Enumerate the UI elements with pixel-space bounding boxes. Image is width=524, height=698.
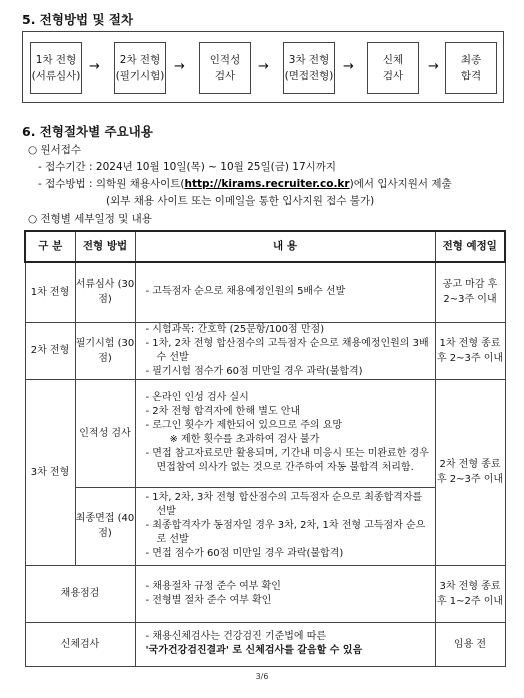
- schedule-table: [24, 230, 506, 667]
- application-period: - 접수기간 : 2024년 10월 10일(목) ~ 10월 25일(금) 17시까지: [38, 161, 337, 173]
- flow-arrow-4: →: [343, 59, 354, 74]
- table-row: [25, 565, 505, 622]
- content-note: ※ 제한 횟수를 초과하여 검사 불가: [169, 434, 320, 445]
- table-header-row: [25, 231, 505, 262]
- flow-step-2-line2: (필기시험): [115, 70, 165, 82]
- flow-step-1-line1: 1차 전형: [35, 54, 77, 66]
- flow-step-2: [114, 42, 166, 94]
- flow-step-2-line1: 2차 전형: [119, 54, 161, 66]
- schedule-heading: ○ 전형별 세부일정 및 내용: [28, 213, 152, 225]
- flow-arrow-1: →: [89, 59, 100, 74]
- content-item: - 전형별 절차 준수 여부 확인: [145, 594, 272, 606]
- flow-step-1-line2: (서류심사): [31, 70, 81, 82]
- flow-step-6: [445, 42, 497, 94]
- schedule-cell: 1차 전형 종료 후 2~3주 이내: [435, 322, 505, 379]
- table-row: [25, 379, 505, 487]
- flow-step-3: [199, 42, 251, 94]
- emphasis-text: '국가건강검진결과' 로 신체검사를 갈음할 수 있음: [145, 645, 363, 656]
- page-number: 3/6: [255, 672, 269, 681]
- content-item: - 면접 참고자료로만 활용되며, 기간내 미응시 또는 미완료한 경우 면접참여 의사가 없는 것으로 간주하여 자동 불합격 처리함.: [145, 448, 429, 473]
- table-row: [25, 622, 505, 666]
- flow-step-4-line2: (면접전형): [284, 70, 334, 82]
- stage-cell: 2차 전형: [25, 322, 75, 379]
- content-cell: [135, 379, 435, 487]
- application-method-prefix: - 접수방법 : 의학원 채용사이트(: [38, 178, 185, 190]
- content-cell: [135, 487, 435, 565]
- flow-step-4: [283, 42, 335, 94]
- flow-step-4-line1: 3차 전형: [288, 54, 330, 66]
- application-method: [38, 176, 452, 191]
- flow-step-3-line1: 인적성: [209, 54, 241, 66]
- content-item: - 채용절차 규정 준수 여부 확인: [145, 580, 281, 592]
- stage-cell: 신체검사: [25, 622, 135, 666]
- flow-step-6-line1: 최종: [460, 54, 482, 66]
- table-row: [25, 322, 505, 379]
- stage-cell: 3차 전형: [25, 379, 75, 565]
- content-item: - 면접 점수가 60점 미만일 경우 과락(불합격): [145, 548, 344, 559]
- section-5-title: 5. 전형방법 및 절차: [22, 12, 134, 27]
- content-item: - 로그인 횟수가 제한되어 있으므로 주의 요망: [145, 420, 343, 431]
- content-item: - 온라인 인성 검사 실시: [145, 392, 249, 403]
- method-cell: 서류심사 (30점): [75, 262, 135, 322]
- header-schedule: 전형 예정일: [435, 231, 505, 262]
- application-heading: ○ 원서접수: [28, 144, 82, 156]
- flow-step-3-line2: 검사: [214, 70, 236, 82]
- method-cell: 최종면접 (40점): [75, 487, 135, 565]
- flow-arrow-2: →: [174, 59, 185, 74]
- content-item: - 최종합격자가 동점자일 경우 3차, 2차, 1차 전형 고득점자 순으로 선발: [145, 520, 426, 545]
- header-content: 내 용: [135, 231, 435, 262]
- flow-arrow-5: →: [428, 59, 439, 74]
- content-item: - 고득점자 순으로 채용예정인원의 5배수 선발: [145, 286, 346, 298]
- content-cell: [135, 262, 435, 322]
- content-item: - 1차, 2차 전형 합산점수의 고득점자 순으로 채용예정인원의 3배수 선발: [145, 337, 429, 363]
- content-item: - 2차 전형 합격자에 한해 별도 안내: [145, 406, 301, 417]
- header-method: 전형 방법: [75, 231, 135, 262]
- flow-step-6-line2: 합격: [460, 70, 482, 82]
- content-cell: [135, 322, 435, 379]
- flow-step-5: [367, 42, 419, 94]
- flow-step-1: [30, 42, 82, 94]
- header-stage: 구 분: [25, 231, 75, 262]
- content-cell: [135, 565, 435, 622]
- content-cell: [135, 622, 435, 666]
- method-cell: 필기시험 (30점): [75, 322, 135, 379]
- content-item: - 채용신체검사는 건강검진 기준법에 따른: [145, 631, 327, 642]
- stage-cell: 1차 전형: [25, 262, 75, 322]
- flow-step-5-line2: 검사: [382, 70, 404, 82]
- recruit-site-link[interactable]: http://kirams.recruiter.co.kr: [184, 178, 350, 190]
- content-item: - 1차, 2차, 3차 전형 합산점수의 고득점자 순으로 최종합격자를 선발: [145, 492, 423, 517]
- table-row: [25, 262, 505, 322]
- flow-step-5-line1: 신체: [382, 54, 404, 66]
- schedule-cell: 임용 전: [435, 622, 505, 666]
- application-method-suffix: )에서 입사지원서 제출: [349, 178, 452, 190]
- content-item-emphasis: [146, 644, 431, 658]
- schedule-cell: 공고 마감 후 2~3주 이내: [435, 262, 505, 322]
- stage-cell: 채용점검: [25, 565, 135, 622]
- application-note: (외부 채용 사이트 또는 이메일을 통한 입사지원 접수 불가): [106, 195, 375, 207]
- schedule-cell: 2차 전형 종료 후 2~3주 이내: [435, 379, 505, 565]
- content-item: - 필기시험 점수가 60점 미만일 경우 과락(불합격): [145, 365, 363, 377]
- content-item: - 시험과목: 간호학 (25문항/100점 만점): [145, 323, 325, 335]
- section-6-title: 6. 전형절차별 주요내용: [22, 124, 153, 139]
- method-cell: 인적성 검사: [75, 379, 135, 487]
- flow-arrow-3: →: [258, 59, 269, 74]
- process-flow-diagram: [22, 31, 504, 103]
- schedule-cell: 3차 전형 종료 후 1~2주 이내: [435, 565, 505, 622]
- table-row: [25, 487, 505, 565]
